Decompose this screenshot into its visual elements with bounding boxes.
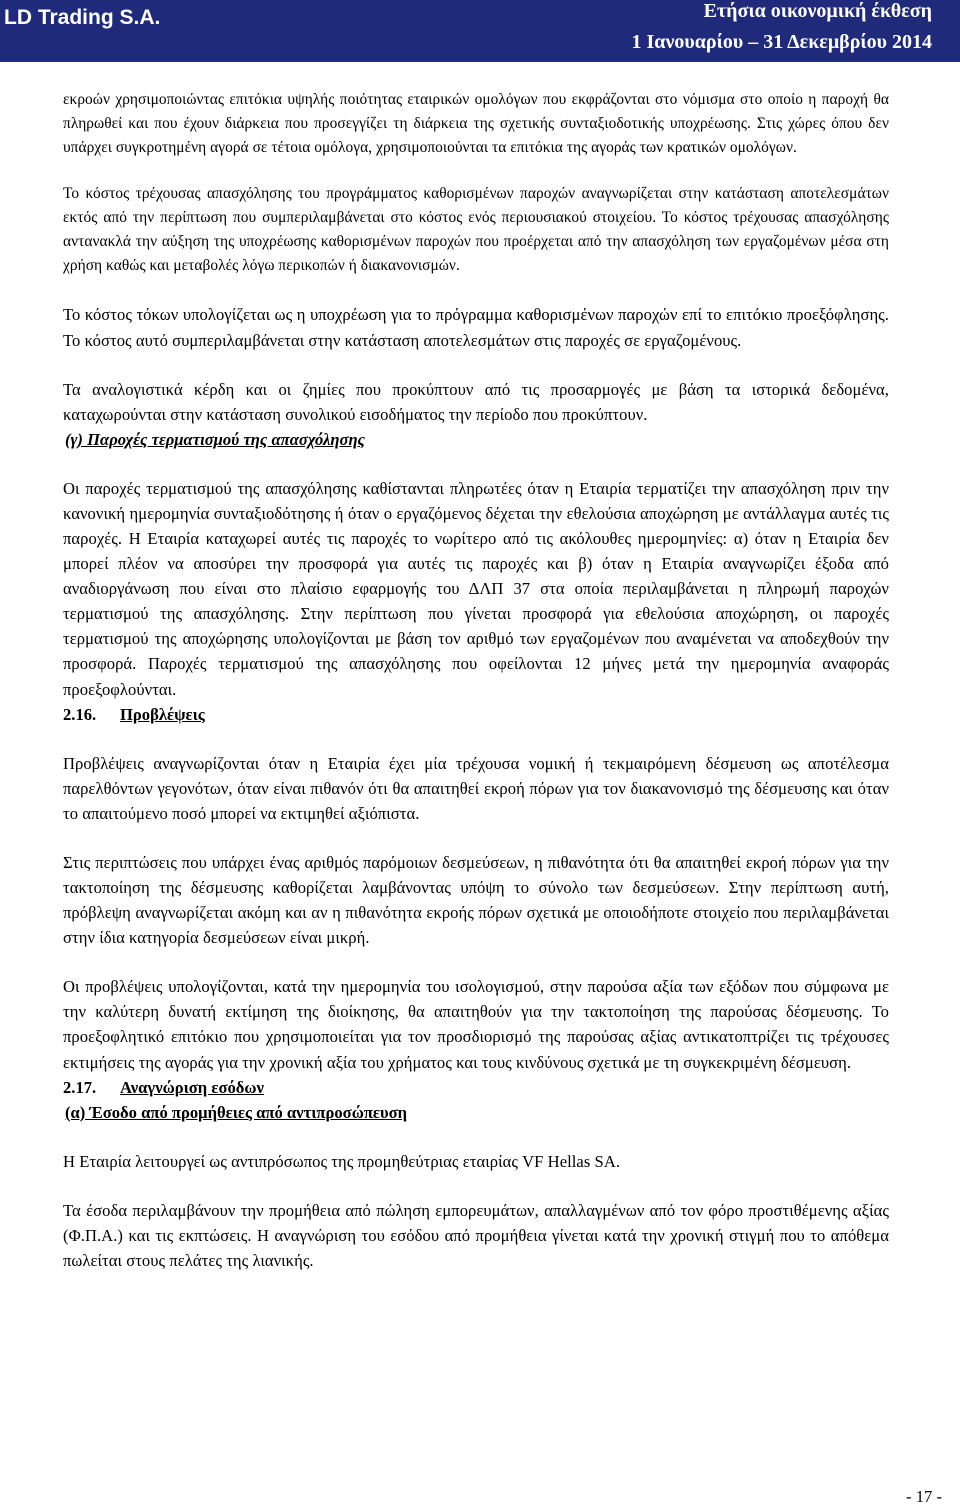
paragraph-agent-role: Η Εταιρία λειτουργεί ως αντιπρόσωπος της προμηθεύτριας εταιρίας VF Hellas SA. [63, 1151, 621, 1171]
subsection-title: (α) Έσοδο από προμήθειες από αντιπροσώπευση [65, 1102, 408, 1122]
paragraph-similar-obligations: Στις περιπτώσεις που υπάρχει ένας αριθμός παρόμοιων δεσμεύσεων, η πιθανότητα ότι θα απαιτηθεί εκροή πόρων για την τακτοποίηση της δέσμευσης καθορίζεται λαμβάνοντας υπόψη το σύνολο των δεσμεύσεων. Στην περίπτωση αυτή, πρόβλεψη αναγνωρίζεται ακόμη και αν η πιθανότητα εκροής πόρων σχετικά με οποιοδήποτε στοιχείο που περιλαμβάνεται στην ίδια κατηγορία δεσμεύσεων είναι μικρή. [63, 852, 889, 948]
paragraph-actuarial-gains: Τα αναλογιστικά κέρδη και οι ζημίες που προκύπτουν από τις προσαρμογές με βάση τα ιστορικά δεδομένα, καταχωρούνται στην κατάσταση συνολικού εισοδήματος την περίοδο που προκύπτουν. [63, 379, 889, 424]
section-title: Προβλέψεις [120, 704, 205, 724]
subsection-agency-commission [63, 1100, 889, 1125]
paragraph-discount-rate: εκροών χρησιμοποιώντας επιτόκια υψηλής ποιότητας εταιρικών ομολόγων που εκφράζονται στο νόμισμα στο οποίο η παροχή θα πληρωθεί και που έχουν διάρκεια που προσεγγίζει τη διάρκεια της σχετικής συνταξιοδοτικής υποχρέωσης. Στις χώρες όπου δεν υπάρχει συγκροτημένη αγορά σε τέτοια ομόλογα, χρησιμοποιούνται τα επιτόκια της αγοράς των κρατικών ομολόγων. [63, 91, 889, 157]
subsection-termination-benefits [63, 427, 889, 452]
paragraph-termination-benefits: Οι παροχές τερματισμού της απασχόλησης καθίστανται πληρωτέες όταν η Εταιρία τερματίζει την απασχόληση πριν την κανονική ημερομηνία συνταξιοδότησης ή όταν ο εργαζόμενος δέχεται την εθελούσια αποχώρηση με αντάλλαγμα αυτές τις παροχές. Η Εταιρία καταχωρεί αυτές τις παροχές το νωρίτερο από τις ακόλουθες ημερομηνίες: α) όταν η Εταιρία δεν μπορεί πλέον να αποσύρει την προσφορά για αυτές τις παροχές και β) όταν η Εταιρία αναγνωρίζει έξοδα από αναδιοργάνωση που είναι στο πλαίσιο εφαρμογής του ΔΛΠ 37 στα οποία περιλαμβάνεται η πληρωμή παροχών τερματισμού της απασχόλησης. Στην περίπτωση που γίνεται προσφορά για εθελούσια αποχώρηση, οι παροχές τερματισμού της αποχώρησης υπολογίζονται με βάση τον αριθμό των εργαζομένων που αναμένεται να αποδεχθούν την προσφορά. Παροχές τερματισμού της απασχόλησης που οφείλονται 12 μήνες μετά την ημερομηνία αναφοράς προεξοφλούνται. [63, 478, 889, 699]
paragraph-provisions-measurement: Οι προβλέψεις υπολογίζονται, κατά την ημερομηνία του ισολογισμού, στην παρούσα αξία των εξόδων που σύμφωνα με την καλύτερη δυνατή εκτίμηση της διοίκησης, θα απαιτηθούν για την τακτοποίηση της παρούσας δέσμευσης. Το προεξοφλητικό επιτόκιο που χρησιμοποιείται για τον προσδιορισμό της παρούσας αξίας αντικατοπτρίζει τις τρέχουσες εκτιμήσεις της αγοράς για την χρονική αξία του χρήματος και τους κινδύνους σχετικά με τη συγκεκριμένη δέσμευση. [63, 977, 889, 1072]
document-body [63, 88, 889, 1273]
section-2-16-heading [63, 702, 889, 727]
paragraph-interest-cost: Το κόστος τόκων υπολογίζεται ως η υποχρέωση για το πρόγραμμα καθορισμένων παροχών επί το επιτόκιο προεξόφλησης. Το κόστος αυτό συμπεριλαμβάνεται στην κατάσταση αποτελεσμάτων στις παροχές σε εργαζομένους. [63, 305, 889, 350]
subsection-title: (γ) Παροχές τερματισμού της απασχόλησης [65, 429, 365, 449]
page-number: - 17 - [906, 1487, 942, 1506]
section-2-17-heading [63, 1075, 889, 1100]
report-period: 1 Ιανουαρίου – 31 Δεκεμβρίου 2014 [631, 31, 932, 53]
section-title: Αναγνώριση εσόδων [120, 1077, 264, 1097]
paragraph-revenue-recognition: Τα έσοδα περιλαμβάνουν την προμήθεια από πώληση εμπορευμάτων, απαλλαγμένων από τον φόρο προστιθέμενης αξίας (Φ.Π.Α.) και τις εκπτώσεις. Η αναγνώριση του εσόδου από προμήθεια γίνεται κατά την χρονική στιγμή που το απόθεμα πωλείται στους πελάτες της λιανικής. [63, 1200, 889, 1270]
section-number: 2.17. [63, 1077, 97, 1097]
paragraph-current-service-cost: Το κόστος τρέχουσας απασχόλησης του προγράμματος καθορισμένων παροχών αναγνωρίζεται στην κατάσταση αποτελεσμάτων εκτός από την περίπτωση που συμπεριλαμβάνεται στο κόστος ενός περιουσιακού στοιχείου. Το κόστος τρέχουσας απασχόλησης αντανακλά την αύξηση της υποχρέωσης καθορισμένων παροχών που προέρχεται από την απασχόληση των εργαζομένων μέσα στη χρήση καθώς και μεταβολές λόγω περικοπών ή διακανονισμών. [63, 184, 889, 275]
report-title: Ετήσια οικονομική έκθεση [703, 0, 932, 22]
section-number: 2.16. [63, 704, 97, 724]
company-name: LD Trading S.A. [4, 6, 161, 29]
report-header [0, 0, 960, 62]
paragraph-provisions-recognition: Προβλέψεις αναγνωρίζονται όταν η Εταιρία έχει μία τρέχουσα νομική ή τεκμαιρόμενη δέσμευση ως αποτέλεσμα παρελθόντων γεγονότων, όταν είναι πιθανόν ότι θα απαιτηθεί εκροή πόρων για τον διακανονισμό της δέσμευσης και όταν το απαιτούμενο ποσό μπορεί να εκτιμηθεί αξιόπιστα. [63, 753, 889, 823]
